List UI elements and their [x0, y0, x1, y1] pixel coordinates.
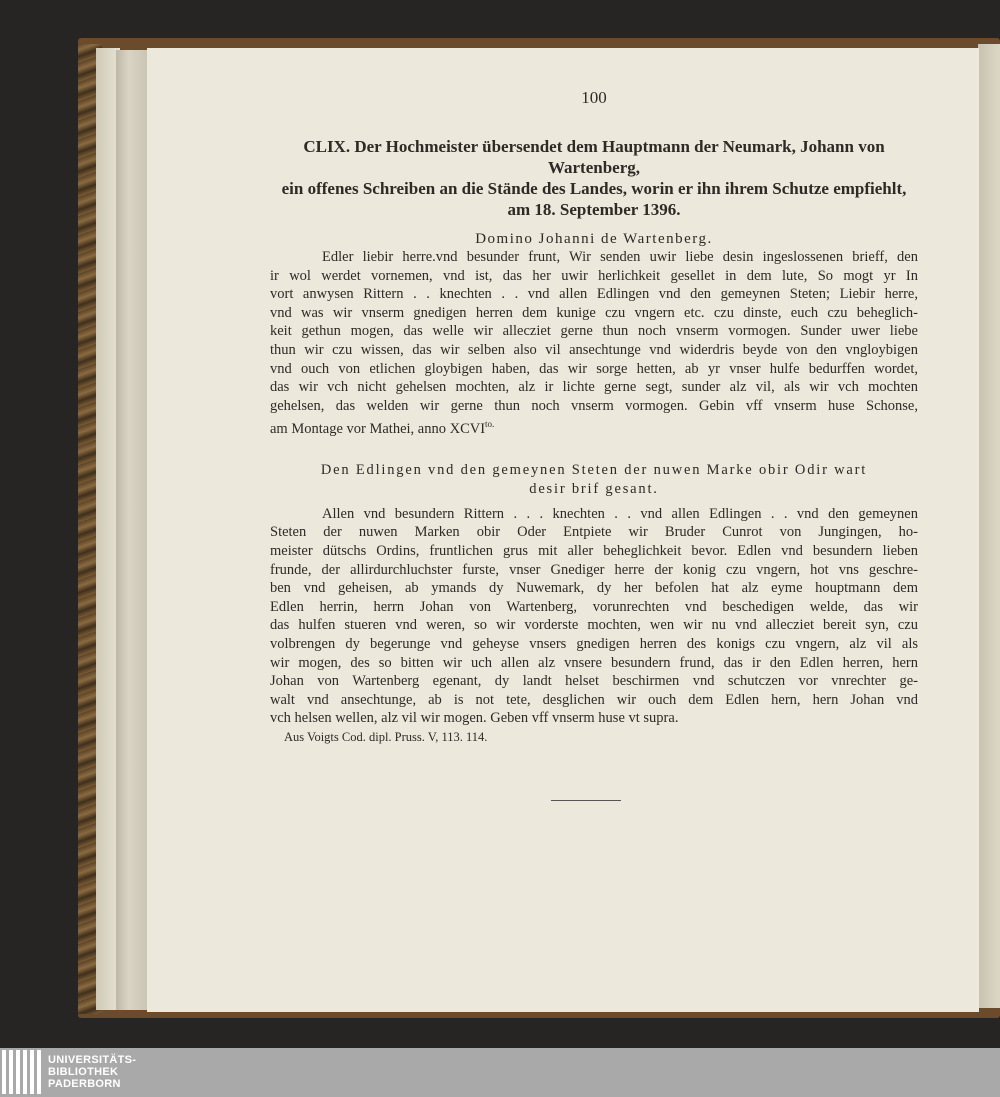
- text-line: Allen vnd besundern Rittern . . . knechten . . vnd allen Edlingen . . vnd den gemeynen: [322, 505, 918, 522]
- text-line: ir wol werdet vornemen, vnd ist, das her uwir herlichkeit gesellet in dem lute, So mogt yr In: [270, 267, 918, 284]
- text-line: volbrengen dy begerunge vnd geheyse vnsers gnedigen herren des konigs czu vngern, alz vil als: [270, 635, 918, 652]
- letter-2-body: [270, 505, 918, 728]
- heading-line-3: am 18. September 1396.: [507, 200, 681, 219]
- text-line: das hulfen stueren vnd weren, so wir vorderste mochten, wen wir nu vnd allecziet bereit syn, czu: [270, 617, 918, 634]
- closing-rule: [551, 800, 621, 801]
- text-line: wir mogen, des so bitten wir uch allen alz vnsere besundern frund, das ir den Edlen herren, hern: [270, 654, 918, 671]
- second-letter-heading: [270, 461, 918, 499]
- subhead-line-2: desir brif gesant.: [529, 480, 659, 497]
- document-heading: [270, 136, 918, 220]
- text-line: frunde, der allirdurchluchster furste, vnser Gnediger herre der konig czu vngern, hot vns geschre-: [270, 561, 918, 578]
- text-line: ben vnd geheisen, ab ymands dy Nuwemark, dy her befolen hat alz eyme houptmann dem: [270, 580, 918, 597]
- page-content: [270, 88, 918, 745]
- text-line: gehelsen, das welden wir gerne thun noch vnserm vormogen. Gebin vff vnserm huse Schonse,: [270, 397, 918, 414]
- page-number: 100: [581, 88, 607, 107]
- letter-1-body: [270, 248, 918, 439]
- heading-line-2: ein offenes Schreiben an die Stände des Landes, worin er ihn ihrem Schutze empfiehlt,: [281, 179, 907, 198]
- library-name-line-1: UNIVERSITÄTS-: [48, 1054, 137, 1066]
- text-line: vnd was wir vnserm gnedigen herren dem kunige czu vngern etc. czu dinste, euch czu beheglich-: [270, 304, 918, 321]
- library-name-line-2: BIBLIOTHEK: [48, 1066, 119, 1078]
- text-line: vnd ouch von etlichen gloybigen haben, das wir sorge hetten, ab yr vnser hulfe bedurffen wordet,: [270, 360, 918, 377]
- text-line: Steten der nuwen Marken obir Oder Entpiete wir Bruder Cunrot von Jungingen, ho-: [270, 524, 918, 541]
- text-line: Johan von Wartenberg egenant, dy landt helset beschirmen vnd schutczen vor vnrechter ge-: [270, 673, 918, 690]
- text-line: vch helsen wellen, alz vil wir mogen. Geben vff vnserm huse vt supra.: [270, 710, 679, 727]
- footer-bar: [0, 1048, 1000, 1097]
- heading-line-1: CLIX. Der Hochmeister übersendet dem Hauptmann der Neumark, Johann von Wartenberg,: [303, 137, 885, 177]
- library-name: [48, 1054, 136, 1090]
- text-line: Edler liebir herre.vnd besunder frunt, Wir senden uwir liebe desin ingeslossenen brieff, den: [322, 249, 918, 265]
- library-name-line-3: PADERBORN: [48, 1078, 121, 1090]
- text-line: thun wir czu wissen, das wir selben also vil ansechtunge vnd widerdris beyde von den vngloybigen: [270, 341, 918, 358]
- subhead-line-1: Den Edlingen vnd den gemeynen Steten der nuwen Marke obir Odir wart: [320, 461, 868, 478]
- page-gutter: [116, 50, 148, 1010]
- salutation: Domino Johanni de Wartenberg.: [475, 231, 713, 247]
- page-stack-right-edge: [978, 44, 1000, 1008]
- text-line: walt vnd ansechtunge, ab is not tete, desglichen wir ouch dem Edlen hern, hern Johan vnd: [270, 691, 918, 708]
- date-superscript: to.: [485, 419, 495, 430]
- text-line: Edlen herrin, herrn Johan von Wartenberg, vorunrechten vnd beschedigen welde, das wir: [270, 598, 918, 615]
- text-line: am Montage vor Mathei, anno $XCVI^{to.}$: [270, 419, 495, 438]
- source-citation: Aus Voigts Cod. dipl. Pruss. V, 113. 114.: [284, 729, 488, 744]
- text-line: keit gethun mogen, das welle wir allecziet gerne thun noch vnserm vormogen. Sunder uwer liebe: [270, 323, 918, 340]
- text-line: vort anwysen Rittern . . knechten . . vnd allen Edlingen vnd den gemeynen Steten; Liebir herre,: [270, 286, 918, 303]
- text-line: meister dütschs Ordins, fruntlichen grus mit aller beheglichkeit bevor. Edlen vnd besundern lieben: [270, 542, 918, 559]
- text-line: das wir vch nicht gehelsen mochten, alz ir lichte gerne segt, sunder alz vil, als wir vch mochten: [270, 379, 918, 396]
- library-logo: [2, 1050, 136, 1094]
- library-logo-icon: [2, 1050, 41, 1094]
